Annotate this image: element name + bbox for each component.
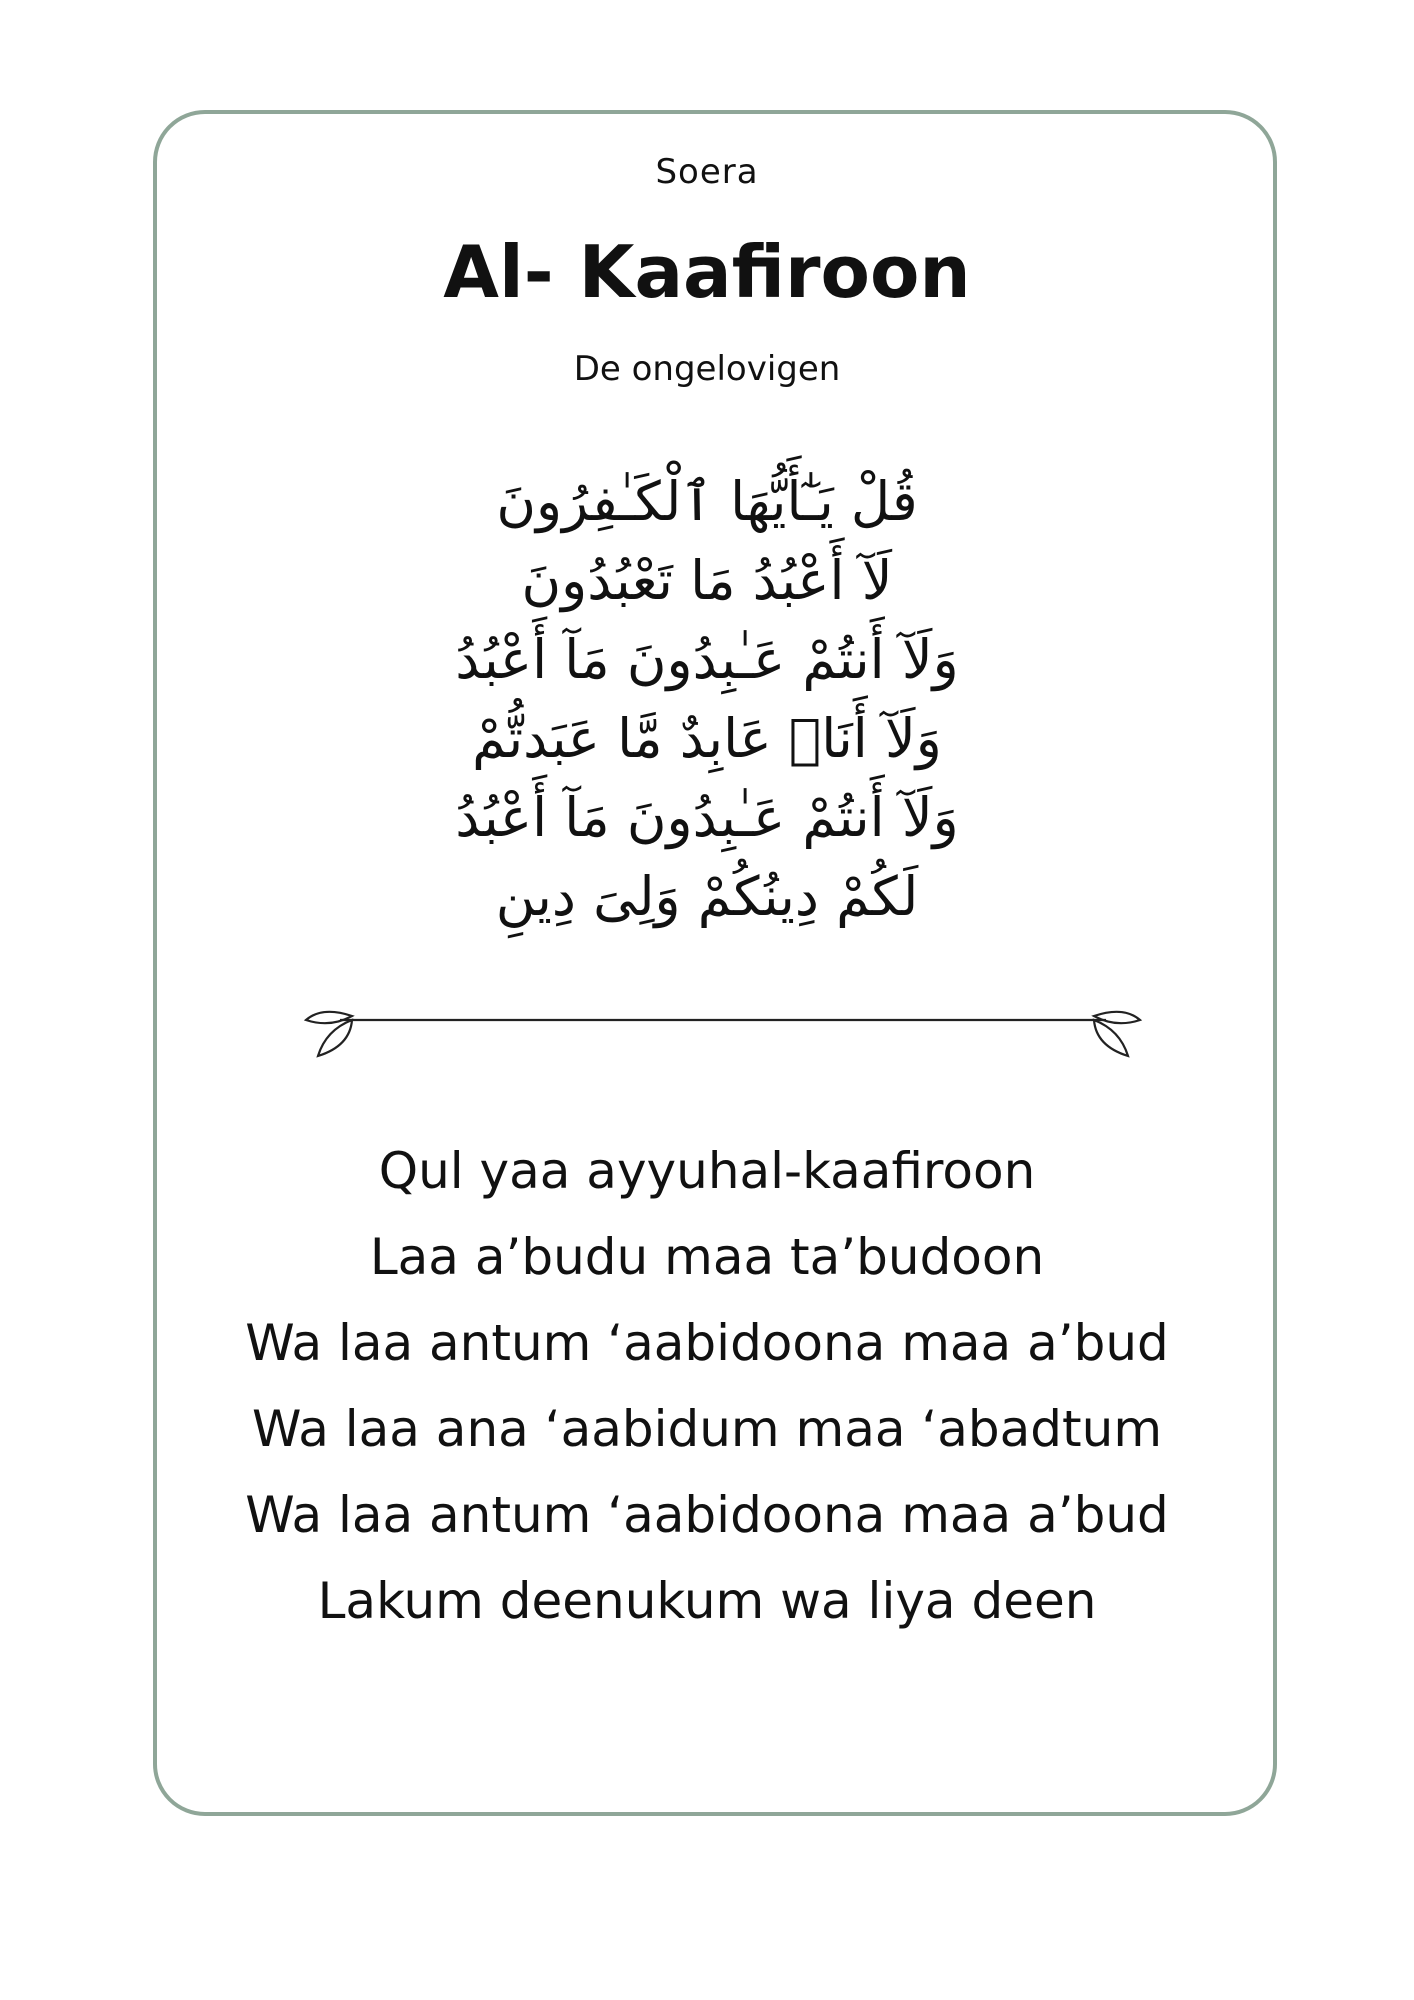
page-title: Al- Kaafiroon <box>443 230 971 314</box>
transliteration-line-2: Laa a’budu maa ta’budoon <box>369 1228 1045 1286</box>
transliteration <box>0 1128 1414 1644</box>
arabic-verse-3: وَلَآ أَنتُمْ عَـٰبِدُونَ مَآ أَعْبُدُ <box>455 628 959 691</box>
surah-label: Soera <box>655 152 759 192</box>
arabic-verse-1: قُلْ يَـٰٓأَيُّهَا ٱلْكَـٰفِرُونَ <box>496 470 918 533</box>
arabic-verse-4: وَلَآ أَنَا۠ عَابِدٌ مَّا عَبَدتُّمْ <box>472 707 942 770</box>
arabic-verse-6: لَكُمْ دِينُكُمْ وَلِىَ دِينِ <box>495 865 919 928</box>
arabic-verse-5: وَلَآ أَنتُمْ عَـٰبِدُونَ مَآ أَعْبُدُ <box>455 786 959 849</box>
leaf-divider-icon <box>300 994 1146 1064</box>
transliteration-line-1: Qul yaa ayyuhal-kaafiroon <box>378 1142 1036 1200</box>
transliteration-line-3: Wa laa antum ‘aabidoona maa a’bud <box>245 1314 1169 1372</box>
page-subtitle: De ongelovigen <box>573 349 841 389</box>
arabic-verse-2: لَآ أَعْبُدُ مَا تَعْبُدُونَ <box>521 549 893 612</box>
transliteration-line-5: Wa laa antum ‘aabidoona maa a’bud <box>245 1486 1169 1544</box>
arabic-verses <box>0 462 1414 936</box>
transliteration-line-4: Wa laa ana ‘aabidum maa ‘abadtum <box>251 1400 1163 1458</box>
transliteration-line-6: Lakum deenukum wa liya deen <box>317 1572 1097 1630</box>
